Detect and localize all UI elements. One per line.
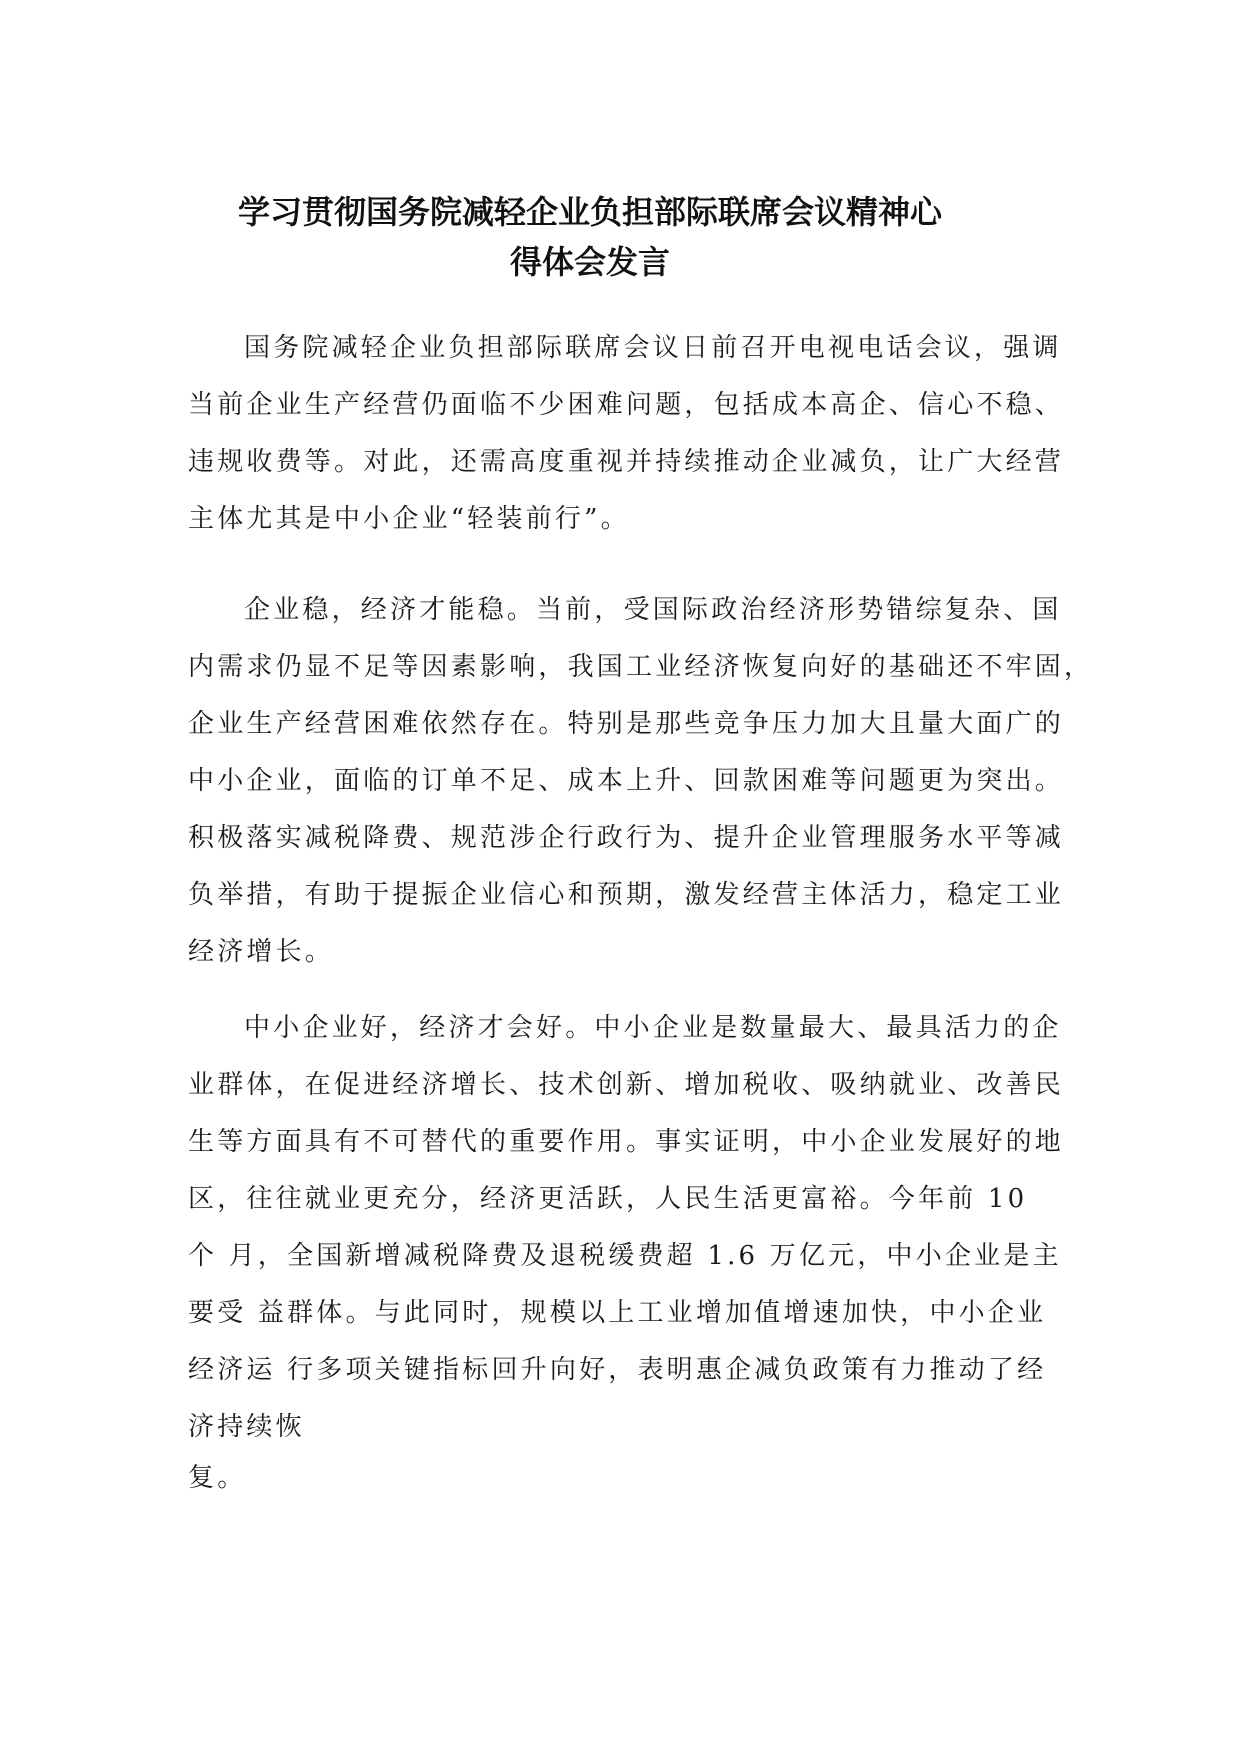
document-title-line-1: 学习贯彻国务院减轻企业负担部际联席会议精神心 bbox=[237, 193, 942, 231]
paragraph-line: 中小企业，面临的订单不足、成本上升、回款困难等问题更为突出。 bbox=[188, 766, 1065, 796]
paragraph-line: 要受 益群体。与此同时，规模以上工业增加值增速加快，中小企业 bbox=[188, 1298, 1047, 1328]
paragraph-line: 中小企业好，经济才会好。中小企业是数量最大、最具活力的企 bbox=[244, 1013, 1062, 1043]
document-title-line-2: 得体会发言 bbox=[509, 243, 670, 281]
paragraph-line: 经济运 行多项关键指标回升向好，表明惠企减负政策有力推动了经 bbox=[188, 1355, 1047, 1385]
paragraph-line: 企业稳，经济才能稳。当前，受国际政治经济形势错综复杂、国 bbox=[244, 595, 1062, 625]
paragraph-line: 负举措，有助于提振企业信心和预期，激发经营主体活力，稳定工业 bbox=[188, 880, 1065, 910]
paragraph-line: 区，往往就业更充分，经济更活跃，人民生活更富裕。今年前 10 bbox=[188, 1184, 1028, 1214]
paragraph-line: 业群体，在促进经济增长、技术创新、增加税收、吸纳就业、改善民 bbox=[188, 1070, 1065, 1100]
paragraph-3 bbox=[188, 1000, 1068, 1456]
paragraph-line: 主体尤其是中小企业“轻装前行”。 bbox=[188, 504, 630, 534]
paragraph-2 bbox=[188, 582, 1094, 981]
paragraph-line: 经济增长。 bbox=[188, 937, 335, 967]
paragraph-tail bbox=[188, 1450, 1068, 1507]
paragraph-line: 个 月，全国新增减税降费及退税缓费超 1.6 万亿元，中小企业是主 bbox=[188, 1241, 1062, 1271]
paragraph-line: 积极落实减税降费、规范涉企行政行为、提升企业管理服务水平等减 bbox=[188, 823, 1065, 853]
paragraph-line: 复。 bbox=[188, 1463, 247, 1493]
paragraph-1 bbox=[188, 320, 1068, 548]
paragraph-line: 济持续恢 bbox=[188, 1412, 305, 1442]
paragraph-line: 内需求仍显不足等因素影响，我国工业经济恢复向好的基础还不牢固， bbox=[188, 652, 1094, 682]
paragraph-line: 企业生产经营困难依然存在。特别是那些竞争压力加大且量大面广的 bbox=[188, 709, 1065, 739]
paragraph-line: 国务院减轻企业负担部际联席会议日前召开电视电话会议，强调 bbox=[244, 333, 1062, 363]
paragraph-line: 生等方面具有不可替代的重要作用。事实证明，中小企业发展好的地 bbox=[188, 1127, 1065, 1157]
paragraph-line: 违规收费等。对此，还需高度重视并持续推动企业减负，让广大经营 bbox=[188, 447, 1065, 477]
paragraph-line: 当前企业生产经营仍面临不少困难问题，包括成本高企、信心不稳、 bbox=[188, 390, 1065, 420]
